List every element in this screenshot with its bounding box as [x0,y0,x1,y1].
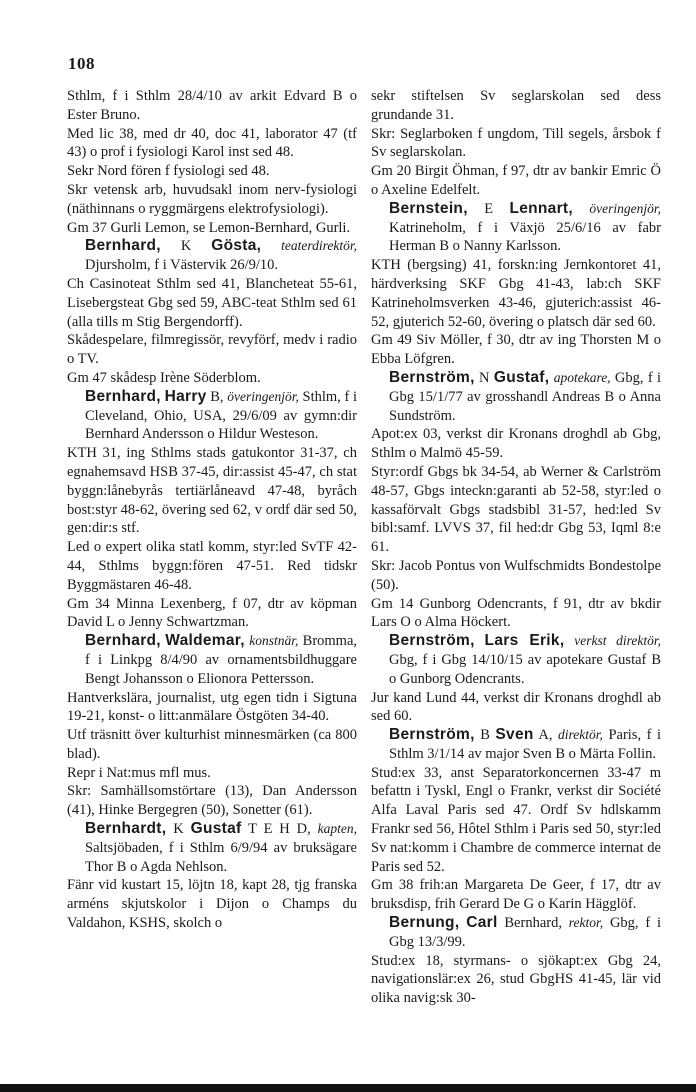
biography-entry-heading [67,632,357,688]
entry-paragraph: KTH 31, ing Sthlms stads gatukontor 31-37, ch egnahemsavd HSB 37-45, dir:assist 45-47, ch stat byggn:lånebyrås tertiärlåneavd 47-48, byråch bost:styr 48-62, övering sed 62, v ordf där sed 50, gen:dir:s stf. [67,445,357,537]
page-number: 108 [68,54,95,73]
entry-paragraph: Gm 47 skådesp Irène Söderblom. [67,369,261,386]
entry-title: kapten, [317,821,357,837]
entry-surname: Bernström, [389,368,475,386]
entry-paragraph: Ch Casinoteat Sthlm sed 41, Blancheteat 55-61, Lisebergsteat Gbg sed 59, ABC-teat Sthlm sed 61 (alla tills m Stig Bergendorff). [67,275,357,330]
entry-title: överingenjör, [589,200,662,216]
entry-paragraph: Utf träsnitt över kulturhist minnesmärken (ca 800 blad). [67,727,357,762]
entry-surname: Bernhardt, [85,820,167,838]
entry-details: Sthlm, f i Cleveland, Ohio, USA, 29/6/09 av gymn:dir Bernhard Andersson o Hildur Westeson. [85,388,358,443]
entry-paragraph: Styr:ordf Gbgs bk 34-54, ab Werner & Carlström 48-57, Gbgs inteckn:garanti ab 52-58, styr:led o kassaförvalt Gbgs stadsbibl 31-57, hed:led Sv bibl:samf. LVVS 37, fil hed:dr Gbg 53, Iqml 8:e 61. [371,463,661,556]
entry-paragraph: Skr: Samhällsomstörtare (13), Dan Andersson (41), Hinke Bergegren (50), Sonetter (61). [67,783,357,819]
entry-title: konstnär, [249,633,299,649]
entry-paragraph: Apot:ex 03, verkst dir Kronans droghdl ab Gbg, Sthlm o Malmö 45-59. [371,426,661,462]
entry-title: apotekare, [553,369,611,385]
entry-paragraph: Gm 20 Birgit Öhman, f 97, dtr av bankir Emric Ö o Axeline Edelfelt. [371,163,661,198]
entry-details: Djursholm, f i Västervik 26/9/10. [85,257,279,274]
entry-paragraph: Gm 37 Gurli Lemon, se Lemon-Bernhard, Gurli. [67,219,351,236]
entry-title: överingenjör, [227,388,299,404]
entry-given-name: Sven [495,726,534,744]
entry-title: verkst direktör, [574,633,662,649]
entry-extra-names: A, [538,727,553,744]
entry-given-name: Waldemar, [165,632,245,650]
entry-given-name: Harry [164,387,207,405]
entry-extra-names: T E H D, [248,821,311,838]
biography-entry-heading [371,726,661,764]
entry-surname: Bernhard, [85,632,161,650]
entry-surname: Bernström, [389,632,475,650]
entry-paragraph: KTH (bergsing) 41, forskn:ing Jernkontoret 41, härdverksing SKF Gbg 41-43, lab:ch SKF Katrineholmsverken 43-46, gjuterich:assist 46-52, gjuterich 52-60, övering o platsch där sed 60. [371,257,661,330]
entry-details: Gbg, f i Gbg 15/1/77 av grosshandl Andreas B o Anna Sundström. [389,369,662,424]
entry-initial: B [480,727,490,744]
entry-title: rektor, [568,915,604,931]
entry-details: Gbg, f i Gbg 13/3/99. [389,915,661,950]
entry-paragraph: Skr vetensk arb, huvudsakl inom nerv-fysiologi (näthinnans o ryggmärgens elektrofysiologi). [67,181,357,217]
biography-entry-heading [371,369,661,425]
biography-entry-heading [371,632,661,688]
entry-surname: Bernhard, [85,237,161,255]
entry-title: teaterdirektör, [281,238,358,254]
entry-extra-names: Bernhard, [504,915,562,932]
biography-entry-heading [67,237,357,275]
entry-paragraph: sekr stiftelsen Sv seglarskolan sed dess grundande 31. [371,88,661,123]
entry-paragraph: Med lic 38, med dr 40, doc 41, laborator 47 (tf 43) o prof i fysiologi Karol inst sed 48. [67,125,357,161]
entry-paragraph: Gm 49 Siv Möller, f 30, dtr av ing Thorsten M o Ebba Löfgren. [371,332,661,368]
entry-paragraph: Skr: Seglarboken f ungdom, Till segels, årsbok f Sv seglarskolan. [371,125,661,161]
entry-given-name: Gustaf, [493,368,550,386]
entry-paragraph: Stud:ex 33, anst Separatorkoncernen 33-47 m befattn i Tyskl, Engl o Frankr, verkst dir Société Alfa Laval Paris sed 47. Ordf Sv hdlskamm Frankr sed 56, Hôtel Sthlm i Paris sed 50, styr:led Sv nat:komm i Chambre de commerce internat de Paris sed 52. [371,764,661,875]
entry-paragraph: Skådespelare, filmregissör, revyförf, medv i radio o TV. [67,332,357,368]
biography-entry-heading [67,820,357,876]
entry-given-name: Gustaf [190,820,242,838]
entry-extra-names: B, [210,388,224,405]
entry-given-name: Gösta, [211,237,262,255]
entry-surname: Bernung, [389,914,460,932]
entry-paragraph: Sekr Nord fören f fysiologi sed 48. [67,163,270,180]
entry-given-name: Lars Erik, [484,632,565,650]
entry-initial: K [180,238,192,255]
entry-details: Katrineholm, f i Växjö 25/6/16 av fabr Herman B o Nanny Karlsson. [389,219,661,255]
entry-details: Bromma, f i Linkpg 8/4/90 av ornamentsbildhuggare Bengt Johansson o Elionora Pettersson. [85,633,358,687]
entry-paragraph: Led o expert olika statl komm, styr:led SvTF 42-44, Sthlms byggn:fören 47-51. Red tidskr Byggmästaren 46-48. [67,539,357,593]
entry-details: Paris, f i Sthlm 3/1/14 av major Sven B o Märta Follin. [389,727,661,762]
entry-paragraph: Gm 38 frih:an Margareta De Geer, f 17, dtr av bruksdisp, frih Gerard De G o Karin Hägglöf. [371,877,661,913]
entry-given-name: Carl [466,914,498,932]
entry-paragraph: Gm 34 Minna Lexenberg, f 07, dtr av köpman David L o Jenny Schwartzman. [67,595,357,631]
entry-paragraph: Jur kand Lund 44, verkst dir Kronans droghdl ab sed 60. [371,689,661,725]
entry-paragraph: Sthlm, f i Sthlm 28/4/10 av arkit Edvard B o Ester Bruno. [67,88,357,123]
entry-surname: Bernhard, [85,387,161,405]
entry-details: Saltsjöbaden, f i Sthlm 6/9/94 av bruksägare Thor B o Agda Nehlson. [85,839,357,875]
entry-paragraph: Repr i Nat:mus mfl mus. [67,764,211,781]
entry-given-name: Lennart, [509,199,573,217]
entry-paragraph: Skr: Jacob Pontus von Wulfschmidts Bondestolpe (50). [371,557,661,593]
biography-entry-heading [371,200,661,256]
left-column [67,87,357,933]
entry-title: direktör, [558,727,603,743]
entry-paragraph: Hantverkslära, journalist, utg egen tidn i Sigtuna 19-21, konst- o litt:anmälare Östgöten 34-40. [67,689,357,725]
biography-entry-heading [371,914,661,952]
right-column [371,87,661,1008]
entry-paragraph: Gm 14 Gunborg Odencrants, f 91, dtr av bkdir Lars O o Alma Höckert. [371,595,661,631]
entry-initial: K [173,821,184,838]
entry-details: Gbg, f i Gbg 14/10/15 av apotekare Gustaf B o Gunborg Odencrants. [389,651,661,687]
entry-surname: Bernstein, [389,199,468,217]
entry-paragraph: Stud:ex 18, styrmans- o sjökapt:ex Gbg 24, navigationslär:ex 26, stud GbgHS 41-45, lär vid olika navig:sk 30- [371,952,661,1007]
page-bottom-border [0,1084,696,1092]
entry-surname: Bernström, [389,726,475,744]
entry-paragraph: Fänr vid kustart 15, löjtn 18, kapt 28, tjg franska arméns skjutskolor i Dijon o Champs du Valdahon, KSHS, skolch o [67,877,357,932]
biography-entry-heading [67,388,357,444]
entry-initial: N [479,369,490,386]
entry-initial: E [484,200,494,217]
